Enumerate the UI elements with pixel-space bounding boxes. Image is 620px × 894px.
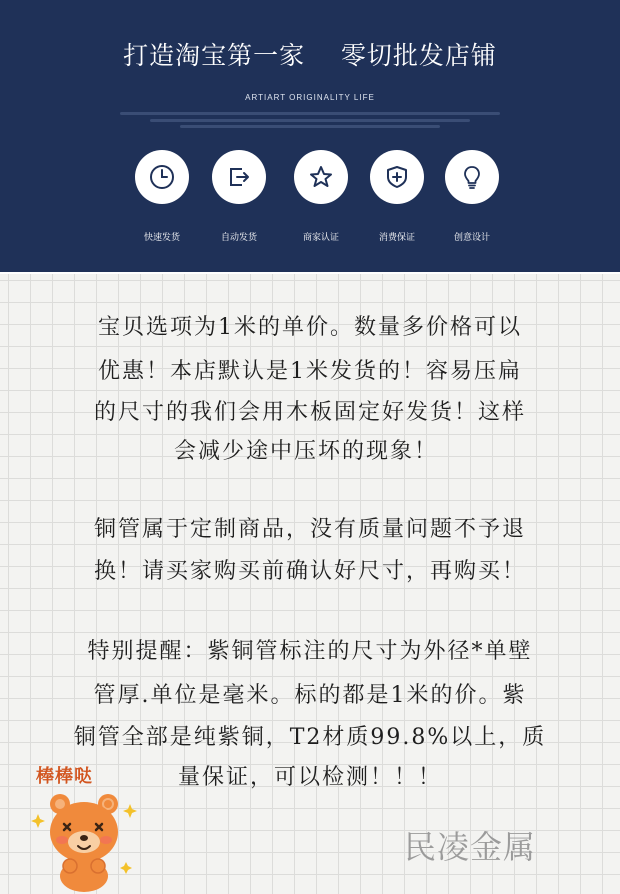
notice-line: 的尺寸的我们会用木板固定好发货！这样 [93, 400, 526, 425]
decorative-fine-print [150, 119, 470, 122]
notice-line: 铜管全部是纯紫铜，T2材质99.8%以上，质 [73, 725, 547, 750]
notice-line: 管厚.单位是毫米。标的都是1米的价。紫 [93, 683, 527, 708]
notice-line: 铜管属于定制商品，没有质量问题不予退 [93, 517, 526, 542]
shield-plus-icon [383, 163, 411, 191]
feature-label: 自动发货 [220, 233, 257, 243]
banner-subtitle: ARTIART ORIGINALITY LIFE [245, 93, 375, 102]
feature-icon-circle [370, 150, 424, 204]
feature-label: 创意设计 [453, 233, 490, 243]
notice-line: 优惠！本店默认是1米发货的！容易压扁 [98, 359, 522, 384]
lightbulb-icon [458, 163, 486, 191]
header-banner [0, 0, 620, 272]
feature-icon-circle [294, 150, 348, 204]
sticker-caption: 棒棒哒 [36, 766, 93, 787]
notice-line: 特别提醒：紫铜管标注的尺寸为外径*单壁 [87, 639, 533, 664]
notice-board [0, 274, 620, 894]
feature-creative-design [427, 150, 517, 243]
bear-sticker [26, 762, 146, 892]
decorative-fine-print [180, 125, 440, 128]
notice-line: 量保证，可以检测！！！ [177, 765, 442, 790]
feature-icon-circle [135, 150, 189, 204]
notice-line: 宝贝选项为1米的单价。数量多价格可以 [98, 315, 522, 340]
decorative-fine-print [120, 112, 500, 115]
bear-icon [26, 784, 146, 894]
feature-icon-circle [445, 150, 499, 204]
star-icon [307, 163, 335, 191]
feature-label: 快速发货 [143, 233, 180, 243]
clock-icon [148, 163, 176, 191]
feature-label: 商家认证 [302, 233, 339, 243]
feature-auto-shipping [194, 150, 284, 243]
notice-line: 会减少途中压坏的现象！ [173, 439, 438, 464]
exit-arrow-icon [225, 163, 253, 191]
shop-watermark: 民凌金属 [404, 828, 537, 866]
feature-label: 消费保证 [378, 233, 415, 243]
banner-title: 打造淘宝第一家 零切批发店铺 [123, 41, 497, 70]
notice-line: 换！请买家购买前确认好尺寸，再购买！ [93, 559, 526, 584]
feature-icon-circle [212, 150, 266, 204]
